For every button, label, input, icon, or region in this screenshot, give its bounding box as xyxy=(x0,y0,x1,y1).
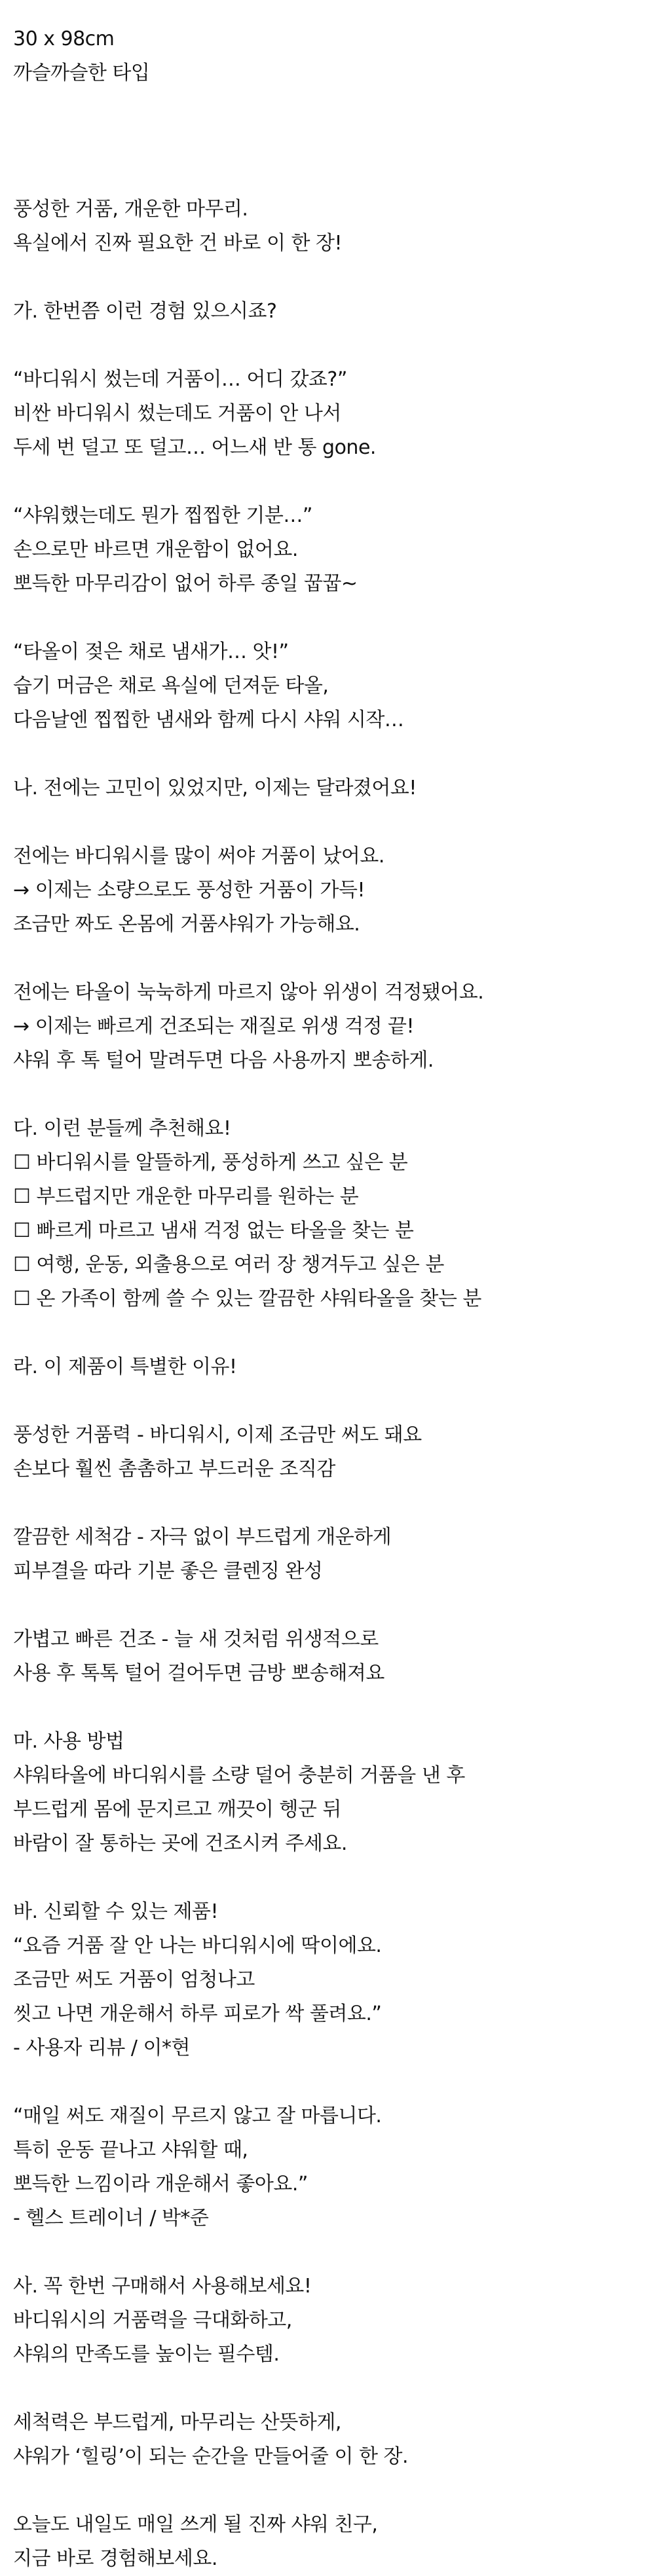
purchase-call: 사. 꼭 한번 구매해서 사용해보세요! 바디워시의 거품력을 극대화하고, 샤워의 만족도를 높이는 필수템. xyxy=(13,2270,642,2372)
recommendation-item: ☐ 여행, 운동, 외출용으로 여러 장 챙겨두고 싶은 분 xyxy=(13,1253,444,1276)
review-author: - 사용자 리뷰 / 이*현 xyxy=(13,2036,190,2059)
recommendation-heading: 다. 이런 분들께 추천해요! xyxy=(13,1117,231,1140)
trust-heading: 바. 신뢰할 수 있는 제품! xyxy=(13,1900,219,1923)
feature-point-1: 풍성한 거품력 - 바디워시, 이제 조금만 써도 돼요 손보다 훨씬 촘촘하고 부드러운 조직감 xyxy=(13,1424,422,1481)
section-ra-heading: 라. 이 제품이 특별한 이유! xyxy=(13,1355,237,1378)
purchase-heading: 사. 꼭 한번 구매해서 사용해보세요! xyxy=(13,2275,312,2298)
intro-line: 풍성한 거품, 개운한 마무리. xyxy=(13,198,248,221)
usage-instructions: 마. 사용 방법 샤워타올에 바디워시를 소량 덜어 충분히 거품을 낸 후 부드럽게 몸에 문지르고 깨끗이 헹군 뒤 바람이 잘 통하는 곳에 건조시켜 주세요. xyxy=(13,1725,642,1861)
feature-point-3: 가볍고 빠른 건조 - 늘 새 것처럼 위생적으로 사용 후 톡톡 털어 걸어두면 금방 뽀송해져요 xyxy=(13,1628,384,1685)
review-author: - 헬스 트레이너 / 박*준 xyxy=(13,2207,209,2230)
change-point-2: 전에는 타올이 눅눅하게 마르지 않아 위생이 걱정됐어요. → 이제는 빠르게 건조되는 재질로 위생 걱정 끝! 샤워 후 톡 털어 말려두면 다음 사용까지 뽀송하게. xyxy=(13,981,484,1072)
product-description xyxy=(13,22,642,2576)
section-na-heading: 나. 전에는 고민이 있었지만, 이제는 달라졌어요! xyxy=(13,777,417,800)
review-1: 바. 신뢰할 수 있는 제품! “요즘 거품 잘 안 나는 바디워시에 딱이에요. 조금만 써도 거품이 엄청나고 씻고 나면 개운해서 하루 피로가 싹 풀려요.” - 사용자 리뷰 / 이*현 xyxy=(13,1895,642,2065)
usage-heading: 마. 사용 방법 xyxy=(13,1730,124,1753)
recommendation-item: ☐ 온 가족이 함께 쓸 수 있는 깔끔한 샤워타올을 찾는 분 xyxy=(13,1287,481,1310)
intro-line: 욕실에서 진짜 필요한 건 바로 이 한 장! xyxy=(13,232,342,255)
type-text: 까슬까슬한 타입 xyxy=(13,62,150,84)
experience-case-3: “타올이 젖은 채로 냄새가… 앗!” 습기 머금은 채로 욕실에 던져둔 타올, 다음날엔 찝찝한 냄새와 함께 다시 샤워 시작… xyxy=(13,640,404,731)
change-point-1: 전에는 바디워시를 많이 써야 거품이 났어요. → 이제는 소량으로도 풍성한 거품이 가득! 조금만 짜도 온몸에 거품샤워가 가능해요. xyxy=(13,845,384,936)
feature-point-2: 깔끔한 세척감 - 자극 없이 부드럽게 개운하게 피부결을 따라 기분 좋은 클렌징 완성 xyxy=(13,1526,392,1583)
product-spec xyxy=(13,22,642,90)
recommendation-item: ☐ 빠르게 마르고 냄새 걱정 없는 타올을 찾는 분 xyxy=(13,1219,414,1242)
experience-case-2: “샤워했는데도 뭔가 찝찝한 기분…” 손으로만 바르면 개운함이 없어요. 뽀득한 마무리감이 없어 하루 종일 꿉꿉~ xyxy=(13,504,358,595)
review-2: “매일 써도 재질이 무르지 않고 잘 마릅니다. 특히 운동 끝나고 샤워할 때, 뽀득한 느낌이라 개운해서 좋아요.” - 헬스 트레이너 / 박*준 xyxy=(13,2099,642,2236)
size-text: 30 x 98cm xyxy=(13,28,115,50)
section-ga-heading: 가. 한번쯤 이런 경험 있으시죠? xyxy=(13,300,277,323)
recommendation-list xyxy=(13,1112,642,1316)
intro-paragraph xyxy=(13,193,642,261)
closing-paragraph-2: 오늘도 내일도 매일 쓰게 될 진짜 샤워 친구, 지금 바로 경험해보세요. xyxy=(13,2513,378,2570)
experience-case-1: “바디워시 썼는데 거품이… 어디 갔죠?” 비싼 바디워시 썼는데도 거품이 안 나서 두세 번 덜고 또 덜고… 어느새 반 통 gone. xyxy=(13,368,376,459)
closing-paragraph-1: 세척력은 부드럽게, 마무리는 산뜻하게, 샤워가 ‘힐링’이 되는 순간을 만들어줄 이 한 장. xyxy=(13,2411,409,2468)
recommendation-item: ☐ 바디워시를 알뜰하게, 풍성하게 쓰고 싶은 분 xyxy=(13,1151,408,1174)
recommendation-item: ☐ 부드럽지만 개운한 마무리를 원하는 분 xyxy=(13,1185,359,1208)
